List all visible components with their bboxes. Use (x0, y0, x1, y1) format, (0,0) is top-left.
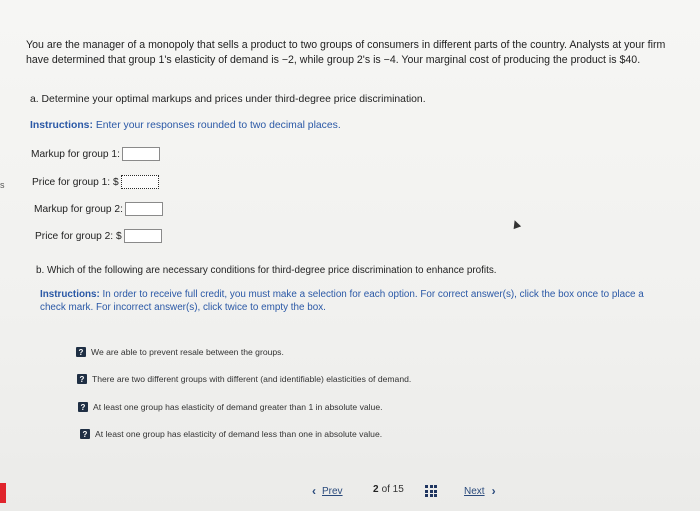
option-4[interactable] (80, 429, 382, 439)
price-group2-row (35, 229, 162, 243)
problem-intro: You are the manager of a monopoly that sells a product to two groups of consumers in different parts of the country. Analysts at your firm have determined that group 1's elasticity of demand is −2, while group 2's is −4. Your marginal cost of producing the product is $40. (26, 39, 666, 66)
markup-group2-label: Markup for group 2: (34, 203, 123, 215)
prev-button[interactable] (312, 484, 343, 498)
option-2[interactable] (77, 374, 411, 384)
price-group1-input[interactable] (121, 175, 159, 189)
question-mark-checkbox-icon[interactable]: ? (78, 402, 88, 412)
price-group2-label: Price for group 2: $ (35, 230, 122, 242)
price-group1-label: Price for group 1: $ (32, 176, 119, 188)
option-1-text: We are able to prevent resale between the groups. (91, 347, 284, 357)
markup-group2-row (34, 202, 163, 216)
markup-group1-input[interactable] (122, 147, 160, 161)
page-indicator (373, 484, 404, 495)
option-1[interactable] (76, 347, 284, 357)
instructions-label: Instructions: (40, 289, 100, 300)
next-label: Next (464, 485, 485, 497)
question-mark-checkbox-icon[interactable]: ? (77, 374, 87, 384)
red-side-marker (0, 483, 6, 503)
option-2-text: There are two different groups with different (and identifiable) elasticities of demand. (92, 374, 412, 384)
chevron-right-icon: › (491, 484, 496, 498)
question-mark-checkbox-icon[interactable]: ? (80, 429, 90, 439)
markup-group2-input[interactable] (125, 202, 163, 216)
price-group1-row (32, 175, 159, 189)
next-button[interactable] (464, 484, 496, 498)
prev-label: Prev (322, 485, 343, 497)
option-3[interactable] (78, 402, 383, 412)
instructions-label: Instructions: (30, 120, 93, 131)
price-group2-input[interactable] (124, 229, 162, 243)
question-mark-checkbox-icon[interactable]: ? (76, 347, 86, 357)
page-total: of 15 (381, 484, 404, 495)
part-a-instructions (30, 120, 341, 131)
option-3-text: At least one group has elasticity of demand greater than 1 in absolute value. (93, 402, 383, 412)
option-4-text: At least one group has elasticity of demand less than one in absolute value. (95, 429, 383, 439)
part-b-question: b. Which of the following are necessary conditions for third-degree price discrimination to enhance profits. (36, 265, 497, 276)
chevron-left-icon: ‹ (312, 484, 316, 498)
question-grid-icon[interactable] (425, 485, 437, 497)
part-b-instructions (40, 288, 670, 314)
instructions-text: In order to receive full credit, you must make a selection for each option. For correct answer(s), click the box once to place a check mark. For incorrect answer(s), click twice to empty the box. (40, 289, 644, 313)
page-current: 2 (373, 484, 379, 495)
mouse-cursor-icon (511, 219, 521, 229)
markup-group1-row (31, 147, 160, 161)
instructions-text: Enter your responses rounded to two decimal places. (92, 120, 341, 131)
markup-group1-label: Markup for group 1: (31, 148, 120, 160)
part-a-question: a. Determine your optimal markups and prices under third-degree price discrimination. (30, 94, 426, 105)
edge-text: s (0, 180, 5, 190)
